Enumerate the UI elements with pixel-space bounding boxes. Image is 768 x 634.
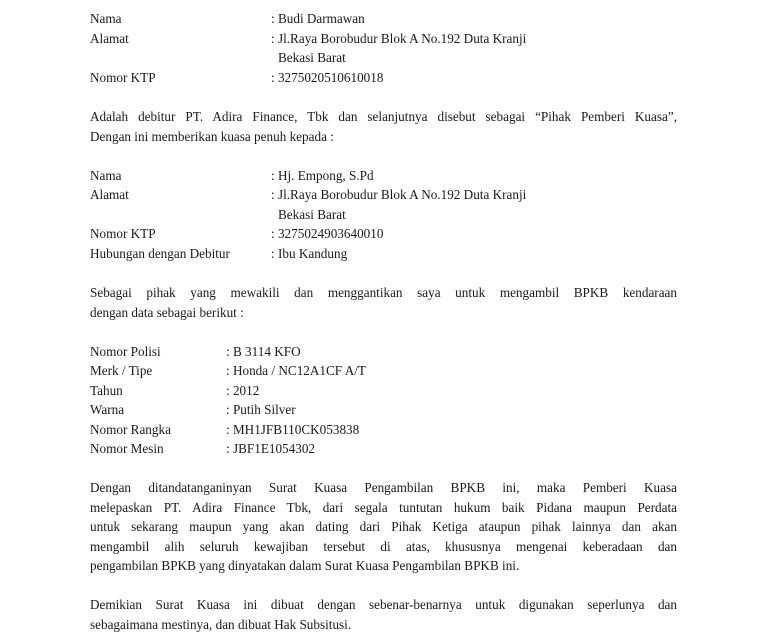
paragraph-line: Dengan ditandatanganinyan Surat Kuasa Pengambilan BPKB ini, maka Pemberi Kuasa bbox=[90, 478, 677, 498]
grantee-name-row bbox=[90, 166, 122, 186]
field-label: Nomor KTP bbox=[90, 224, 156, 244]
paragraph-line: untuk sekarang maupun yang akan dating dari Pihak Ketiga ataupun pihak lainnya dan akan bbox=[90, 517, 677, 537]
field-value: : Jl.Raya Borobudur Blok A No.192 Duta Kranji bbox=[271, 29, 526, 49]
field-value: : Ibu Kandung bbox=[271, 244, 347, 264]
field-label: Nama bbox=[90, 166, 122, 186]
field-value: : 3275020510610018 bbox=[271, 68, 383, 88]
field-label: Nomor Rangka bbox=[90, 420, 171, 440]
intro-paragraph bbox=[90, 107, 677, 146]
field-label: Hubungan dengan Debitur bbox=[90, 244, 230, 264]
vehicle-plate-row bbox=[90, 342, 161, 362]
vehicle-brand-row bbox=[90, 361, 152, 381]
paragraph-line: sebagaimana mestinya, dan dibuat Hak Subsitusi. bbox=[90, 615, 677, 634]
field-value: : JBF1E1054302 bbox=[226, 439, 315, 459]
field-value: : Budi Darmawan bbox=[271, 9, 365, 29]
grantee-relationship-row bbox=[90, 244, 230, 264]
paragraph-line: Dengan ini memberikan kuasa penuh kepada : bbox=[90, 127, 677, 147]
grantee-address-continuation: Bekasi Barat bbox=[278, 205, 346, 225]
field-label: Alamat bbox=[90, 29, 129, 49]
grantee-ktp-row bbox=[90, 224, 156, 244]
field-label: Nama bbox=[90, 9, 122, 29]
field-value: : 3275024903640010 bbox=[271, 224, 383, 244]
field-value: : Hj. Empong, S.Pd bbox=[271, 166, 374, 186]
field-label: Nomor KTP bbox=[90, 68, 156, 88]
vehicle-engine-row bbox=[90, 439, 164, 459]
field-label: Merk / Tipe bbox=[90, 361, 152, 381]
field-value: : 2012 bbox=[226, 381, 259, 401]
vehicle-color-row bbox=[90, 400, 124, 420]
paragraph-line: pengambilan BPKB yang dinyatakan dalam Surat Kuasa Pengambilan BPKB ini. bbox=[90, 556, 677, 576]
purpose-paragraph bbox=[90, 283, 677, 322]
vehicle-year-row bbox=[90, 381, 123, 401]
field-label: Alamat bbox=[90, 185, 129, 205]
grantee-address-row bbox=[90, 185, 129, 205]
paragraph-line: mengambil alih seluruh kewajiban tersebut di atas, khususnya mengenai keberadaan dan bbox=[90, 537, 677, 557]
paragraph-line: Demikian Surat Kuasa ini dibuat dengan sebenar-benarnya untuk digunakan seperlunya dan bbox=[90, 595, 677, 615]
release-paragraph bbox=[90, 478, 677, 576]
grantor-address-continuation: Bekasi Barat bbox=[278, 48, 346, 68]
field-value: : Honda / NC12A1CF A/T bbox=[226, 361, 366, 381]
field-value: : MH1JFB110CK053838 bbox=[226, 420, 359, 440]
closing-paragraph bbox=[90, 595, 677, 634]
vehicle-chassis-row bbox=[90, 420, 171, 440]
grantor-address-row bbox=[90, 29, 129, 49]
paragraph-line: dengan data sebagai berikut : bbox=[90, 303, 677, 323]
field-label: Nomor Mesin bbox=[90, 439, 164, 459]
field-label: Warna bbox=[90, 400, 124, 420]
field-value: : Jl.Raya Borobudur Blok A No.192 Duta Kranji bbox=[271, 185, 526, 205]
paragraph-line: melepaskan PT. Adira Finance Tbk, dari segala tuntutan hukum baik Pidana maupun Perdata bbox=[90, 498, 677, 518]
grantor-name-row bbox=[90, 9, 122, 29]
paragraph-line: Sebagai pihak yang mewakili dan menggantikan saya untuk mengambil BPKB kendaraan bbox=[90, 283, 677, 303]
field-value: : B 3114 KFO bbox=[226, 342, 301, 362]
field-label: Tahun bbox=[90, 381, 123, 401]
paragraph-line: Adalah debitur PT. Adira Finance, Tbk dan selanjutnya disebut sebagai “Pihak Pemberi Kuasa”, bbox=[90, 107, 677, 127]
field-value: : Putih Silver bbox=[226, 400, 296, 420]
grantor-ktp-row bbox=[90, 68, 156, 88]
field-label: Nomor Polisi bbox=[90, 342, 161, 362]
